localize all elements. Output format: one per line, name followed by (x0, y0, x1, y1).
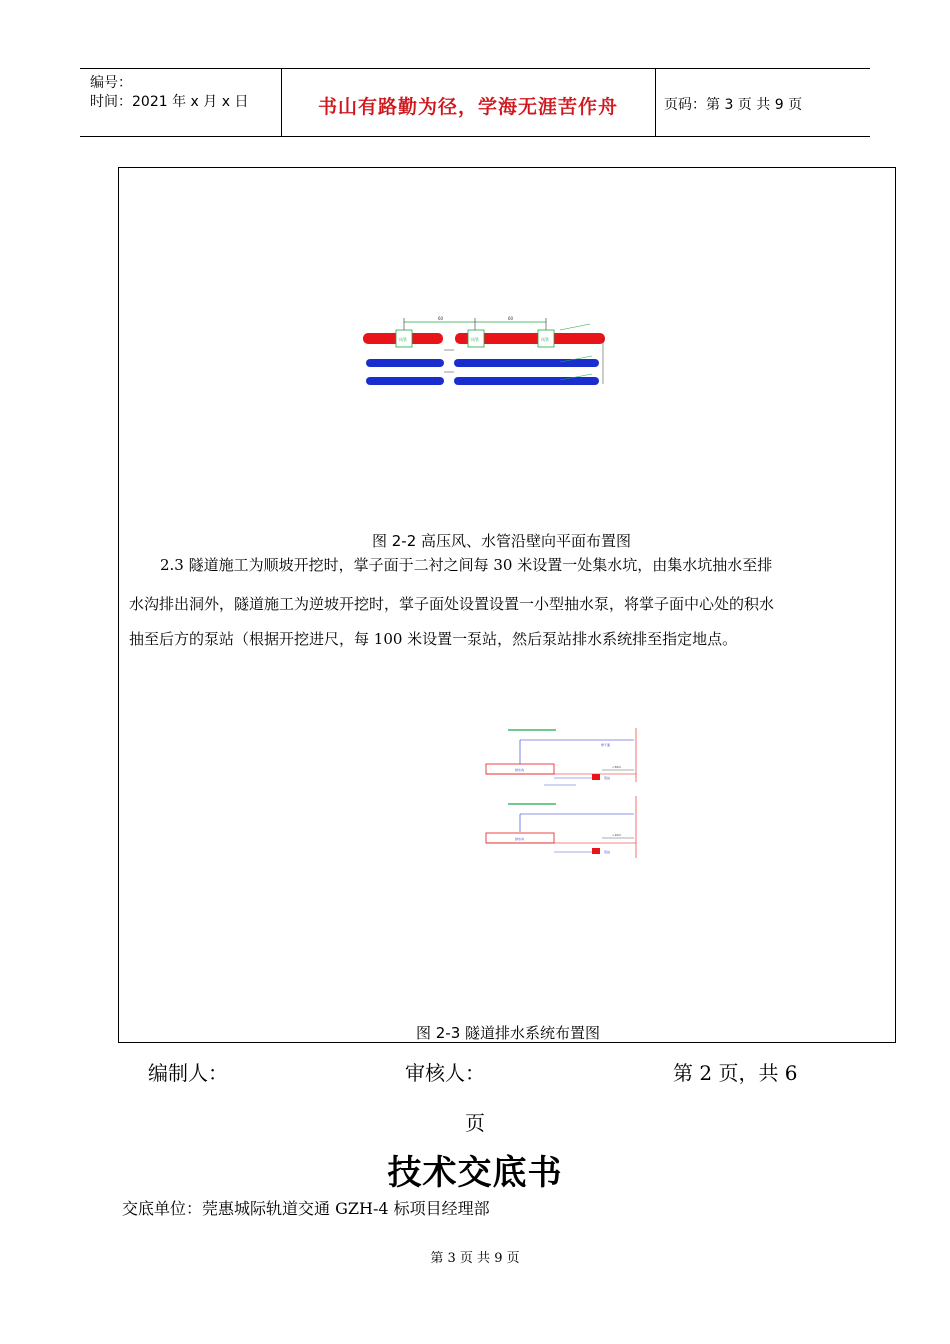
dimension-label-1: 60 (438, 316, 444, 321)
header-top-rule (80, 68, 870, 69)
upper-pump-label: 泵站 (604, 776, 611, 780)
figure-pipe-layout (360, 310, 620, 390)
header-divider-2 (655, 68, 656, 136)
bracket-label: 风管 (471, 337, 479, 342)
page-number: 第 3 页 共 9 页 (430, 1251, 520, 1266)
lower-ditch-label: 排水沟 (515, 837, 525, 841)
footer-page-count: 第 2 页，共 6 (673, 1061, 798, 1085)
document-title: 技术交底书 (387, 1153, 563, 1193)
water-pipe-upper-left (366, 359, 444, 367)
header-code-label: 编号： (90, 75, 132, 91)
lower-pump-label: 泵站 (604, 850, 611, 854)
dimension-label-2: 60 (508, 316, 514, 321)
figure-drainage-system (484, 722, 644, 860)
bracket-label: 风管 (399, 337, 407, 342)
header-time: 时间：2021 年 x 月 x 日 (90, 94, 249, 110)
figure-2-2-caption: 图 2-2 高压风、水管沿壁向平面布置图 (372, 532, 632, 550)
bracket-label: 风管 (541, 337, 549, 342)
header-bottom-rule (80, 136, 870, 137)
paragraph-line-3: 抽至后方的泵站（根据开挖进尺，每 100 米设置一泵站，然后泵站排水系统排至指定地点。 (129, 630, 738, 648)
water-pipe-upper-right (454, 359, 599, 367)
water-pipe-lower-left (366, 377, 444, 385)
header-page-info: 页码：第 3 页 共 9 页 (664, 97, 803, 113)
footer-page-suffix: 页 (465, 1111, 485, 1135)
figure-2-3-caption: 图 2-3 隧道排水系统布置图 (416, 1024, 601, 1042)
paragraph-line-1: 2.3 隧道施工为顺坡开挖时，掌子面于二衬之间每 30 米设置一处集水坑，由集水坑抽水至排 (160, 556, 773, 574)
upper-distance: <30m (612, 765, 622, 769)
upper-face-label: 掌子面 (601, 743, 611, 747)
water-pipe-lower-right (454, 377, 599, 385)
header-motto: 书山有路勤为径，学海无涯苦作舟 (317, 96, 618, 118)
paragraph-line-2: 水沟排出洞外，隧道施工为逆坡开挖时，掌子面处设置设置一小型抽水泵，将掌子面中心处的积水 (129, 595, 775, 613)
lower-pump (592, 848, 600, 854)
footer-reviewer: 审核人： (405, 1061, 485, 1085)
lower-distance: <10m (612, 833, 622, 837)
upper-pump (592, 774, 600, 780)
issuing-unit: 交底单位：莞惠城际轨道交通 GZH-4 标项目经理部 (122, 1199, 490, 1218)
upper-ditch-label: 排水沟 (515, 768, 525, 772)
footer-editor: 编制人： (148, 1061, 228, 1085)
